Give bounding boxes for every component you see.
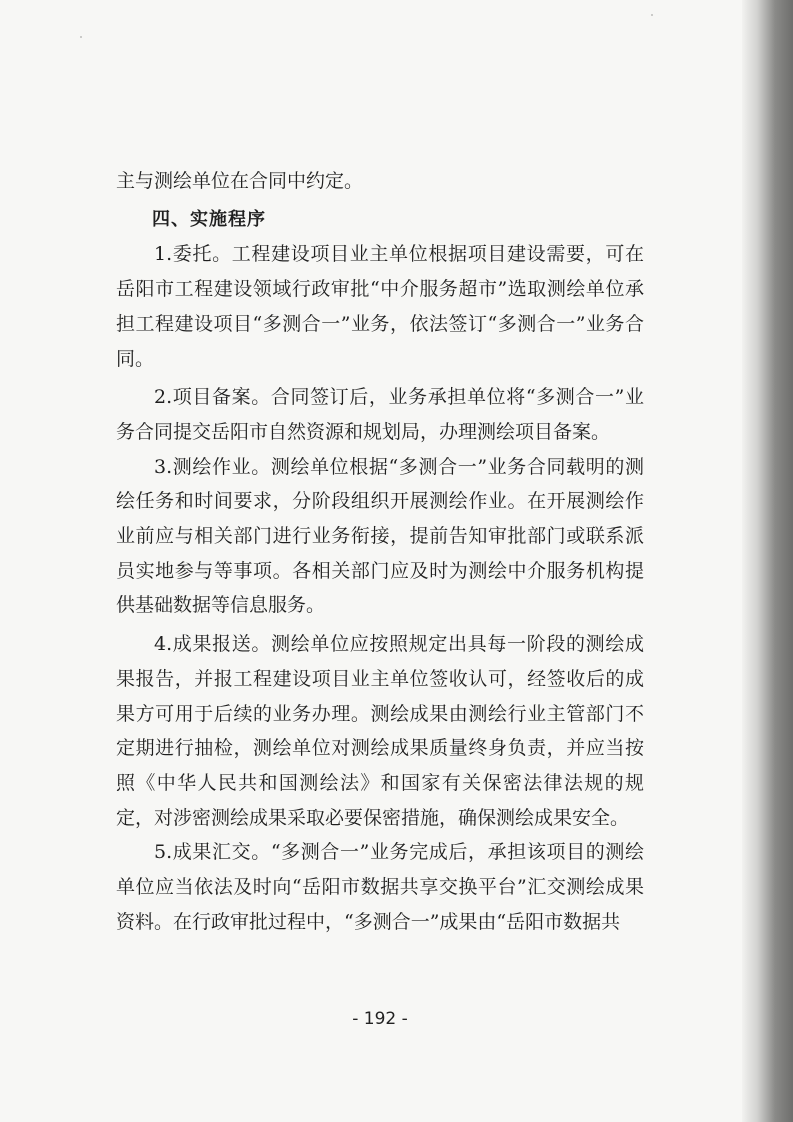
page-number: - 192 - <box>352 1009 408 1029</box>
binding-shadow <box>742 0 793 1122</box>
paragraph-item-1: 1.委托。工程建设项目业主单位根据项目建设需要，可在岳阳市工程建设领域行政审批“中介服务超市”选取测绘单位承担工程建设项目“多测合一”业务，依法签订“多测合一”业务合同。 <box>116 243 644 370</box>
scan-speck <box>80 36 82 38</box>
paragraph-item-5: 5.成果汇交。“多测合一”业务完成后，承担该项目的测绘单位应当依法及时向“岳阳市数据共享交换平台”汇交测绘成果资料。在行政审批过程中，“多测合一”成果由“岳阳市数据共 <box>116 841 644 933</box>
paragraph-item-2: 2.项目备案。合同签订后，业务承担单位将“多测合一”业务合同提交岳阳市自然资源和规划局，办理测绘项目备案。 <box>116 386 644 443</box>
body-text <box>116 164 644 939</box>
continuation-line: 主与测绘单位在合同中约定。 <box>116 170 364 192</box>
paragraph-item-3: 3.测绘作业。测绘单位根据“多测合一”业务合同载明的测绘任务和时间要求，分阶段组织开展测绘作业。在开展测绘作业前应与相关部门进行业务衔接，提前告知审批部门或联系派员实地参与等事项。各相关部门应及时为测绘中介服务机构提供基础数据等信息服务。 <box>116 455 644 617</box>
section-heading: 四、实施程序 <box>152 208 266 230</box>
paragraph-item-4: 4.成果报送。测绘单位应按照规定出具每一阶段的测绘成果报告，并报工程建设项目业主单位签收认可，经签收后的成果方可用于后续的业务办理。测绘成果由测绘行业主管部门不定期进行抽检，测绘单位对测绘成果质量终身负责，并应当按照《中华人民共和国测绘法》和国家有关保密法律法规的规定，对涉密测绘成果采取必要保密措施，确保测绘成果安全。 <box>116 633 644 829</box>
scan-speck <box>651 14 653 16</box>
